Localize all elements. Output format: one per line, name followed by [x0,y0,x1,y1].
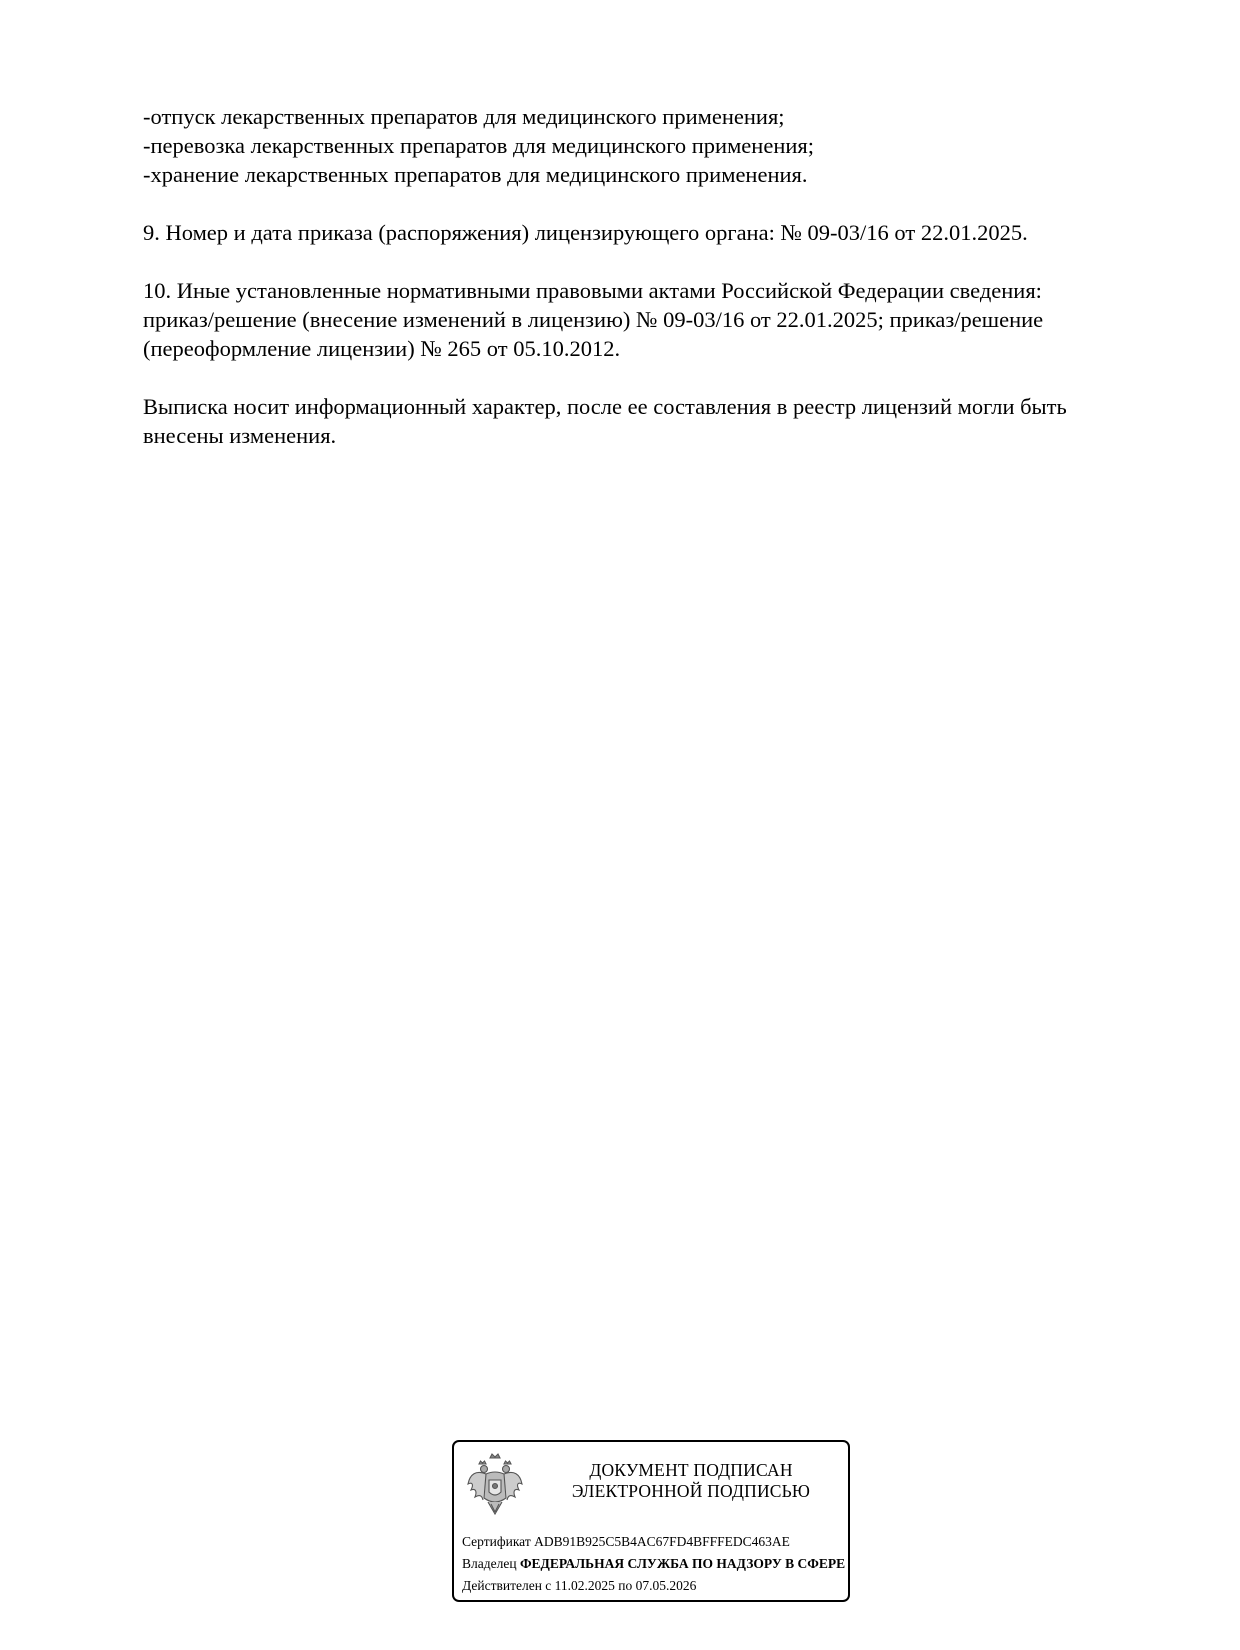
owner-label: Владелец [462,1556,517,1571]
certificate-row [462,1531,850,1553]
other-info-line: (переоформление лицензии) № 265 от 05.10.2012. [143,336,621,361]
activity-item: -хранение лекарственных препаратов для медицинского применения. [143,162,808,187]
validity-row: Действителен с 11.02.2025 по 07.05.2026 [462,1578,697,1593]
notice-paragraph [143,392,1153,450]
other-info-line: 10. Иные установленные нормативными правовыми актами Российской Федерации сведения: [143,278,1042,303]
document-body [143,102,1153,450]
notice-line: внесены изменения. [143,423,337,448]
certificate-value: ADB91B925C5B4AC67FD4BFFFEDC463AE [534,1534,790,1549]
other-info-line: приказ/решение (внесение изменений в лицензию) № 09-03/16 от 22.01.2025; приказ/решение [143,307,1044,332]
owner-row [462,1553,850,1575]
electronic-signature-stamp [452,1440,850,1602]
notice-line: Выписка носит информационный характер, после ее составления в реестр лицензий могли быть [143,394,1067,419]
russian-coat-of-arms-icon [466,1450,524,1518]
owner-value: ФЕДЕРАЛЬНАЯ СЛУЖБА ПО НАДЗОРУ В СФЕРЕ [519,1556,846,1571]
activity-item: -перевозка лекарственных препаратов для медицинского применения; [143,133,815,158]
activities-list [143,102,1153,189]
stamp-heading-line: ЭЛЕКТРОННОЙ ПОДПИСЬЮ [571,1481,811,1501]
stamp-heading [546,1460,836,1502]
order-number-text: 9. Номер и дата приказа (распоряжения) лицензирующего органа: № 09-03/16 от 22.01.2025. [143,220,1028,245]
activity-item: -отпуск лекарственных препаратов для медицинского применения; [143,104,785,129]
other-info-paragraph [143,276,1153,363]
certificate-label: Сертификат [462,1534,531,1549]
order-number-paragraph [143,218,1153,247]
stamp-heading-line: ДОКУМЕНТ ПОДПИСАН [589,1460,793,1480]
stamp-details [462,1531,850,1597]
